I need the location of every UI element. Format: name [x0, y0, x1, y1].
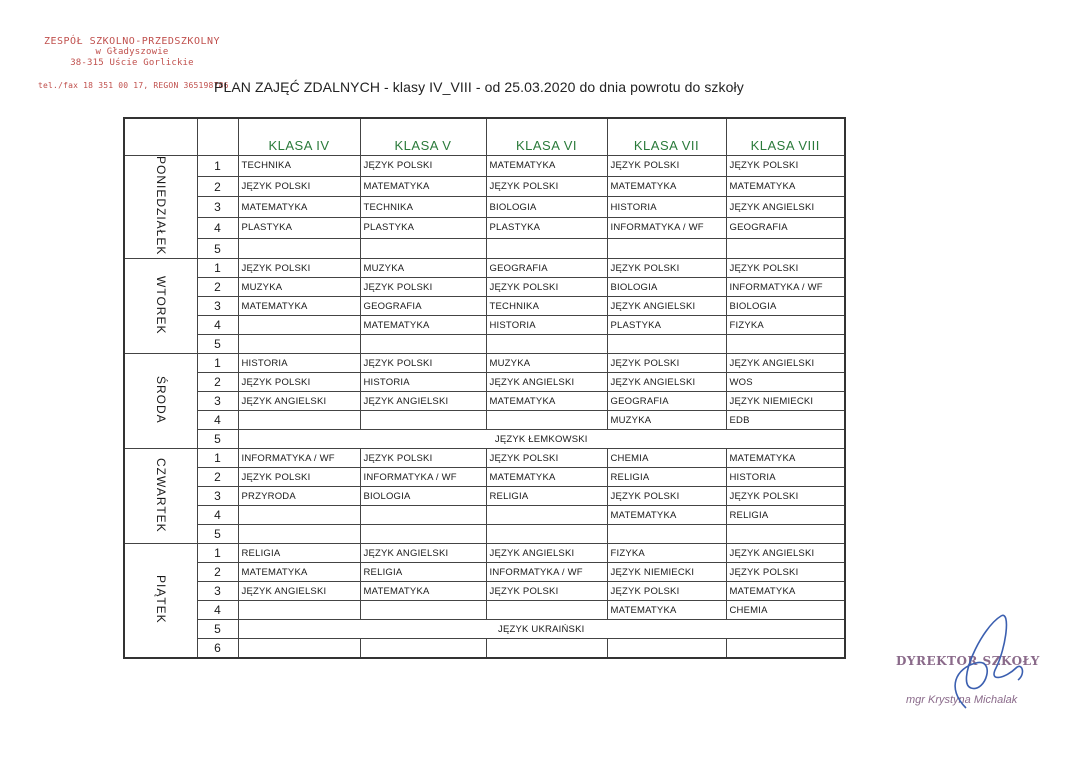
lesson-cell: MATEMATYKA [360, 176, 486, 197]
schedule-table [123, 117, 846, 659]
table-row [124, 335, 845, 354]
lesson-cell: MATEMATYKA [726, 449, 845, 468]
lesson-cell: FIZYKA [607, 544, 726, 563]
lesson-cell: MATEMATYKA [360, 582, 486, 601]
lesson-cell: BIOLOGIA [607, 278, 726, 297]
lesson-cell [486, 335, 607, 354]
lesson-number: 2 [197, 278, 238, 297]
table-row [124, 373, 845, 392]
lesson-cell: TECHNIKA [238, 156, 360, 177]
lesson-cell: JĘZYK ANGIELSKI [486, 373, 607, 392]
lesson-number: 1 [197, 449, 238, 468]
lesson-cell: BIOLOGIA [486, 197, 607, 218]
lesson-cell [360, 601, 486, 620]
table-row [124, 506, 845, 525]
signature-block [896, 648, 1056, 718]
lesson-number: 3 [197, 487, 238, 506]
lesson-cell [486, 506, 607, 525]
lesson-cell [486, 525, 607, 544]
lesson-cell: INFORMATYKA / WF [726, 278, 845, 297]
stamp-line-3: 38-315 Uście Gorlickie [70, 58, 194, 68]
table-row [124, 639, 845, 659]
lesson-cell: HISTORIA [607, 197, 726, 218]
lesson-cell [238, 335, 360, 354]
table-row [124, 238, 845, 259]
lesson-number: 3 [197, 197, 238, 218]
lesson-cell: GEOGRAFIA [726, 218, 845, 239]
lesson-cell: JĘZYK POLSKI [607, 354, 726, 373]
merged-lesson-cell: JĘZYK UKRAIŃSKI [238, 620, 845, 639]
lesson-cell [238, 525, 360, 544]
lesson-cell: CHEMIA [726, 601, 845, 620]
lesson-cell [238, 238, 360, 259]
lesson-cell: FIZYKA [726, 316, 845, 335]
lesson-cell: JĘZYK POLSKI [726, 156, 845, 177]
lesson-cell: MATEMATYKA [726, 582, 845, 601]
lesson-cell [607, 238, 726, 259]
lesson-cell [607, 525, 726, 544]
lesson-cell [726, 238, 845, 259]
lesson-cell: TECHNIKA [486, 297, 607, 316]
lesson-cell: EDB [726, 411, 845, 430]
lesson-cell: JĘZYK POLSKI [486, 278, 607, 297]
lesson-cell [360, 335, 486, 354]
lesson-cell: RELIGIA [607, 468, 726, 487]
table-row [124, 449, 845, 468]
lesson-cell [486, 238, 607, 259]
lesson-number: 5 [197, 238, 238, 259]
lesson-cell: BIOLOGIA [726, 297, 845, 316]
table-row [124, 487, 845, 506]
lesson-cell: JĘZYK POLSKI [238, 373, 360, 392]
lesson-number: 4 [197, 411, 238, 430]
lesson-cell: PLASTYKA [238, 218, 360, 239]
lesson-cell: TECHNIKA [360, 197, 486, 218]
day-label: CZWARTEK [153, 457, 168, 533]
lesson-cell: JĘZYK POLSKI [607, 259, 726, 278]
lesson-cell: MATEMATYKA [360, 316, 486, 335]
lesson-cell: JĘZYK POLSKI [360, 156, 486, 177]
table-row [124, 601, 845, 620]
lesson-cell: JĘZYK ANGIELSKI [238, 582, 360, 601]
lesson-number: 5 [197, 335, 238, 354]
lesson-number: 1 [197, 156, 238, 177]
table-row [124, 218, 845, 239]
lesson-cell: JĘZYK POLSKI [486, 449, 607, 468]
lesson-cell: MUZYKA [360, 259, 486, 278]
lesson-cell: JĘZYK POLSKI [607, 582, 726, 601]
day-label-cell [124, 259, 197, 354]
lesson-number: 1 [197, 354, 238, 373]
corner-cell [124, 118, 197, 156]
lesson-number: 6 [197, 639, 238, 659]
lesson-cell: JĘZYK POLSKI [360, 449, 486, 468]
table-row [124, 468, 845, 487]
lesson-cell [726, 639, 845, 659]
merged-lesson-cell: JĘZYK ŁEMKOWSKI [238, 430, 845, 449]
lesson-cell [238, 506, 360, 525]
table-row [124, 411, 845, 430]
lesson-cell [486, 601, 607, 620]
lesson-number: 3 [197, 297, 238, 316]
table-row [124, 430, 845, 449]
handwritten-signature [926, 608, 1036, 718]
stamp-line-2: w Gładyszowie [95, 47, 169, 57]
class-header: KLASA VII [607, 118, 726, 156]
lesson-number: 3 [197, 582, 238, 601]
table-row [124, 316, 845, 335]
lesson-cell: MATEMATYKA [486, 392, 607, 411]
lesson-cell [360, 525, 486, 544]
lesson-cell: MATEMATYKA [607, 506, 726, 525]
table-row [124, 620, 845, 639]
lesson-cell: JĘZYK POLSKI [726, 259, 845, 278]
lesson-number: 4 [197, 316, 238, 335]
table-row [124, 156, 845, 177]
signature-name: mgr Krystyna Michalak [906, 694, 1018, 706]
lesson-number: 5 [197, 430, 238, 449]
lesson-cell: INFORMATYKA / WF [486, 563, 607, 582]
lesson-cell: JĘZYK ANGIELSKI [360, 392, 486, 411]
lesson-cell: PLASTYKA [607, 316, 726, 335]
table-row [124, 259, 845, 278]
lesson-cell: JĘZYK NIEMIECKI [607, 563, 726, 582]
day-label-cell [124, 156, 197, 259]
table-row [124, 582, 845, 601]
lesson-cell: JĘZYK ANGIELSKI [360, 544, 486, 563]
lesson-cell: INFORMATYKA / WF [360, 468, 486, 487]
schedule-body [124, 156, 845, 659]
lesson-cell [238, 639, 360, 659]
lesson-cell: JĘZYK ANGIELSKI [726, 197, 845, 218]
lesson-cell: JĘZYK ANGIELSKI [607, 297, 726, 316]
lesson-cell: MATEMATYKA [238, 197, 360, 218]
lesson-cell: HISTORIA [726, 468, 845, 487]
lesson-cell: INFORMATYKA / WF [607, 218, 726, 239]
lesson-cell [726, 525, 845, 544]
lesson-cell: MATEMATYKA [607, 601, 726, 620]
lesson-number: 3 [197, 392, 238, 411]
day-label: ŚRODA [153, 376, 168, 424]
lesson-cell: JĘZYK POLSKI [238, 176, 360, 197]
lesson-cell [360, 506, 486, 525]
lesson-cell: JĘZYK POLSKI [486, 582, 607, 601]
table-row [124, 544, 845, 563]
lesson-cell [238, 411, 360, 430]
lesson-cell: MATEMATYKA [486, 468, 607, 487]
lesson-cell: JĘZYK POLSKI [238, 468, 360, 487]
lesson-cell: INFORMATYKA / WF [238, 449, 360, 468]
day-label-cell [124, 354, 197, 449]
lesson-cell: GEOGRAFIA [486, 259, 607, 278]
lesson-cell: JĘZYK POLSKI [486, 176, 607, 197]
lesson-cell: JĘZYK POLSKI [607, 487, 726, 506]
lesson-cell: MATEMATYKA [238, 563, 360, 582]
lesson-cell: GEOGRAFIA [607, 392, 726, 411]
class-header: KLASA VI [486, 118, 607, 156]
lesson-cell: PLASTYKA [360, 218, 486, 239]
lesson-cell: JĘZYK NIEMIECKI [726, 392, 845, 411]
table-row [124, 278, 845, 297]
lesson-cell: JĘZYK POLSKI [726, 563, 845, 582]
lesson-cell: MATEMATYKA [726, 176, 845, 197]
lesson-cell [238, 316, 360, 335]
stamp-line-1: ZESPÓŁ SZKOLNO-PRZEDSZKOLNY [43, 36, 221, 47]
lesson-number: 2 [197, 468, 238, 487]
lesson-cell [486, 639, 607, 659]
lesson-cell: BIOLOGIA [360, 487, 486, 506]
lesson-cell: HISTORIA [238, 354, 360, 373]
lesson-cell: CHEMIA [607, 449, 726, 468]
lesson-cell: MUZYKA [238, 278, 360, 297]
table-row [124, 563, 845, 582]
document-title: PLAN ZAJĘĆ ZDALNYCH - klasy IV_VIII - od 25.03.2020 do dnia powrotu do szkoły [214, 79, 744, 95]
lesson-cell [726, 335, 845, 354]
lesson-cell: JĘZYK POLSKI [607, 156, 726, 177]
number-header-cell [197, 118, 238, 156]
lesson-number: 4 [197, 506, 238, 525]
lesson-cell [238, 601, 360, 620]
lesson-cell: RELIGIA [360, 563, 486, 582]
lesson-cell: WOS [726, 373, 845, 392]
lesson-number: 1 [197, 544, 238, 563]
day-label: PONIEDZIAŁEK [153, 156, 168, 256]
lesson-cell: HISTORIA [486, 316, 607, 335]
lesson-number: 4 [197, 218, 238, 239]
lesson-number: 5 [197, 525, 238, 544]
school-stamp [38, 36, 229, 90]
day-label-cell [124, 544, 197, 659]
lesson-number: 2 [197, 373, 238, 392]
lesson-cell: JĘZYK ANGIELSKI [486, 544, 607, 563]
lesson-number: 4 [197, 601, 238, 620]
lesson-cell: PRZYRODA [238, 487, 360, 506]
lesson-cell [607, 639, 726, 659]
table-row [124, 176, 845, 197]
lesson-number: 2 [197, 563, 238, 582]
lesson-number: 2 [197, 176, 238, 197]
class-header: KLASA VIII [726, 118, 845, 156]
lesson-cell: GEOGRAFIA [360, 297, 486, 316]
lesson-cell [360, 411, 486, 430]
lesson-cell: MATEMATYKA [486, 156, 607, 177]
lesson-cell: HISTORIA [360, 373, 486, 392]
lesson-cell: MUZYKA [486, 354, 607, 373]
class-header: KLASA V [360, 118, 486, 156]
header-row [124, 118, 845, 156]
signature-title: DYREKTOR SZKOŁY [896, 654, 1040, 668]
table-row [124, 197, 845, 218]
lesson-cell: RELIGIA [486, 487, 607, 506]
lesson-cell: JĘZYK POLSKI [360, 278, 486, 297]
class-header: KLASA IV [238, 118, 360, 156]
table-row [124, 297, 845, 316]
day-label: WTOREK [153, 275, 168, 335]
lesson-cell [360, 639, 486, 659]
lesson-cell [360, 238, 486, 259]
lesson-cell: JĘZYK ANGIELSKI [607, 373, 726, 392]
lesson-number: 5 [197, 620, 238, 639]
lesson-cell: PLASTYKA [486, 218, 607, 239]
lesson-cell: JĘZYK POLSKI [726, 487, 845, 506]
lesson-cell: MATEMATYKA [607, 176, 726, 197]
lesson-cell [486, 411, 607, 430]
lesson-cell: JĘZYK ANGIELSKI [726, 354, 845, 373]
stamp-line-4: tel./fax 18 351 00 17, REGON 365198786 [38, 81, 229, 90]
lesson-cell: RELIGIA [238, 544, 360, 563]
lesson-cell: JĘZYK POLSKI [238, 259, 360, 278]
day-label-cell [124, 449, 197, 544]
day-label: PIĄTEK [153, 575, 168, 624]
table-row [124, 354, 845, 373]
lesson-cell: MUZYKA [607, 411, 726, 430]
lesson-number: 1 [197, 259, 238, 278]
table-row [124, 525, 845, 544]
lesson-cell: JĘZYK ANGIELSKI [726, 544, 845, 563]
lesson-cell: JĘZYK ANGIELSKI [238, 392, 360, 411]
lesson-cell: JĘZYK POLSKI [360, 354, 486, 373]
table-row [124, 392, 845, 411]
lesson-cell: MATEMATYKA [238, 297, 360, 316]
lesson-cell: RELIGIA [726, 506, 845, 525]
lesson-cell [607, 335, 726, 354]
